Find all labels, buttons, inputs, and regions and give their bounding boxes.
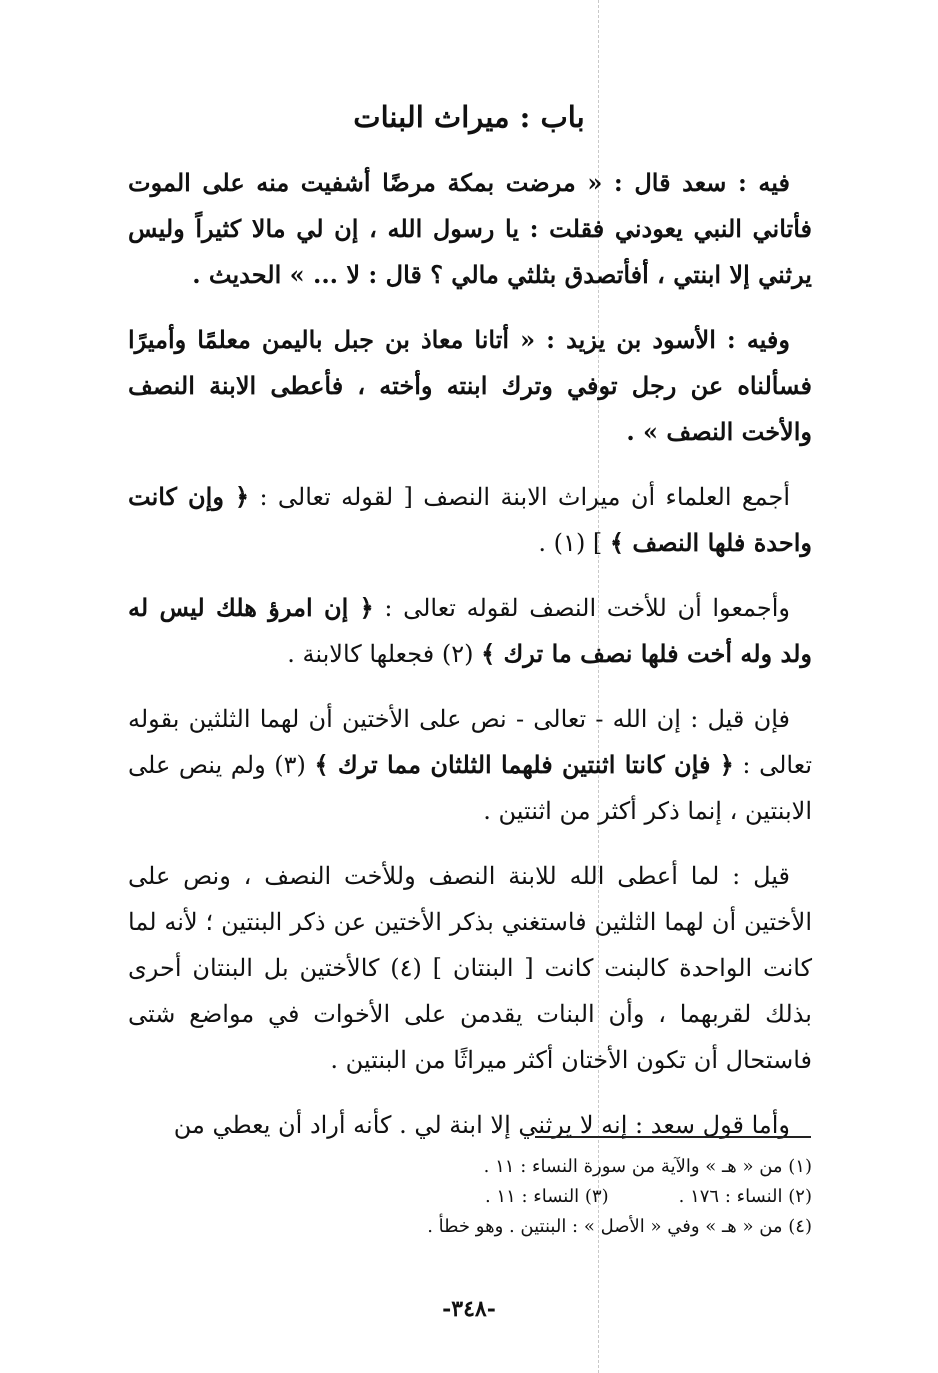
paragraph-answer <box>128 853 812 1083</box>
quran-verse: ﴿ وإن كانت واحدة فلها النصف ﴾ <box>128 482 812 557</box>
paragraph-text: (٢) فجعلها كالابنة . <box>287 640 482 668</box>
paragraph-ijma-sister <box>128 585 812 677</box>
paragraph-text: ] (١) . <box>538 529 610 557</box>
paragraph-text: وأجمعوا أن للأخت النصف لقوله تعالى : <box>373 594 790 622</box>
paragraph-text: وأما قول سعد : إنه لا يرثني إلا ابنة لي . كأنه أراد أن يعطي من <box>173 1111 790 1139</box>
paragraph-text: قيل : لما أعطى الله للابنة النصف وللأخت النصف ، ونص على الأختين أن لهما الثلثين فاستغني بذكر الأختين عن ذكر البنتين ؛ لأنه لما كانت الواحدة كالبنت كانت [ البنتان ] (٤) كالأختين بل البنتان أحرى بذلك لقربهما ، وأن البنات يقدمن على الأخوات في مواضع شتى فاستحال أن تكون الأختان أكثر ميراثًا من البنتين . <box>128 862 812 1074</box>
footnote-row-2-3 <box>128 1182 812 1212</box>
footnote-1: (١) من « هـ » والآية من سورة النساء : ١١ . <box>483 1156 812 1177</box>
footnote-2: (٢) النساء : ١٧٦ . <box>678 1186 812 1207</box>
page-number: -٣٤٨- <box>442 1296 496 1322</box>
paragraph-text: أجمع العلماء أن ميراث الابنة النصف [ لقوله تعالى : <box>249 483 791 511</box>
main-text <box>128 160 812 1167</box>
quran-verse: ﴿ إن امرؤ هلك ليس له ولد وله أخت فلها نصف ما ترك ﴾ <box>128 593 812 668</box>
quran-verse: ﴿ فإن كانتا اثنتين فلهما الثلثان مما ترك ﴾ <box>314 750 734 779</box>
paragraph-ijma-daughter <box>128 474 812 566</box>
footnote-4: (٤) من « هـ » وفي « الأصل » : البنتين . وهو خطأ . <box>427 1216 812 1237</box>
footnote-3: (٣) النساء : ١١ . <box>484 1186 609 1207</box>
hadith-text: فيه : سعد قال : « مرضت بمكة مرضًا أشفيت منه على الموت فأتاني النبي يعودني فقلت : يا رسول الله ، إن لي مالا كثيراً وليس يرثني إلا ابنتي ، أفأتصدق بثلثي مالي ؟ قال : لا ... » الحديث . <box>128 168 812 289</box>
chapter-title: باب : ميراث البنات <box>353 100 585 134</box>
footnotes <box>128 1152 812 1242</box>
paragraph-saad-saying <box>128 1102 812 1148</box>
paragraph-text: (٣) ولم ينص على الابنتين ، إنما ذكر أكثر من اثنتين . <box>128 751 812 825</box>
hadith-text: وفيه : الأسود بن يزيد : « أتانا معاذ بن جبل باليمن معلمًا وأميرًا فسألناه عن رجل توفي وترك ابنته وأخته ، فأعطى الابنة النصف والأخت النصف » . <box>128 325 812 446</box>
paragraph-objection <box>128 696 812 834</box>
footnote-separator <box>535 1136 811 1138</box>
paragraph-text: فإن قيل : إن الله - تعالى - نص على الأختين أن لهما الثلثين بقوله تعالى : <box>128 705 812 779</box>
paragraph-hadith-aswad <box>128 317 812 455</box>
paragraph-hadith-saad <box>128 160 812 298</box>
